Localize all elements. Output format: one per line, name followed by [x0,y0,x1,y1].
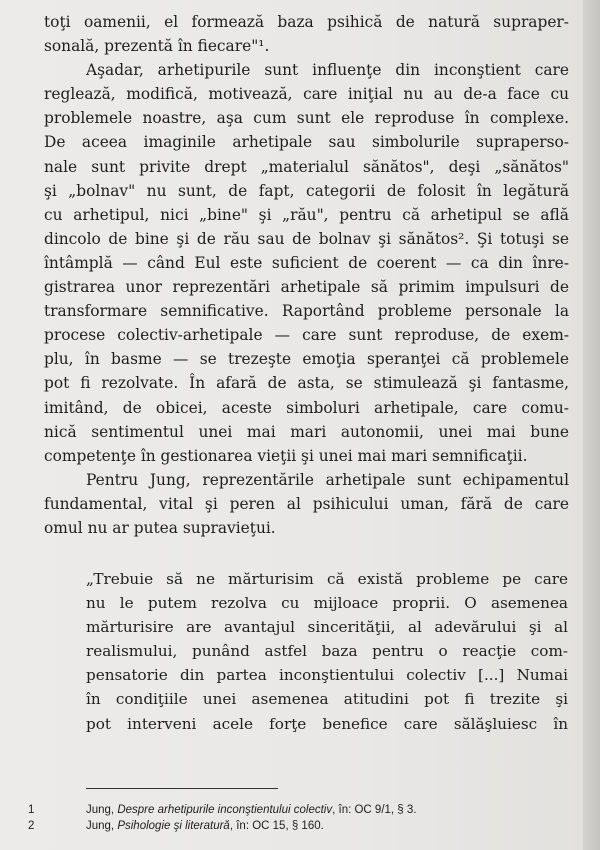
footnote-text [86,818,324,834]
main-text [44,10,569,540]
text-line: cu arhetipul, nici „bine" şi „rău", pentru că arhetipul se află [44,205,569,224]
footnote-number: 1 [28,804,35,816]
text-line: fundamental, vital şi peren al psihicului uman, fără de care [44,494,569,513]
text-line: întâmplă — când Eul este suficient de coerent — ca din înre- [44,253,569,272]
text-line: omul nu ar putea supravieţui. [44,518,276,537]
footnote-reference: , în: OC 15, § 160. [229,820,324,832]
text-line: toţi oamenii, el formează baza psihică de natură supraper- [44,13,569,31]
quote-line: „Trebuie să ne mărturisim că există probleme pe care [86,570,568,588]
text-line: şi „bolnav" nu sunt, de fapt, categorii de folosit în legătură [44,181,569,200]
text-line: procese colectiv-arhetipale — care sunt reproduse, de exem- [44,326,569,345]
quote-line: nu le putem rezolva cu mijloace proprii. O asemenea [86,594,568,613]
text-line: imitând, de obicei, aceste simboluri arhetipale, care comu- [44,398,569,417]
quote-line: pensatorie din partea inconştientului colectiv [...] Numai [86,666,568,685]
text-line: Aşadar, arhetipurile sunt influenţe din inconştient care [86,61,569,80]
page-edge-shadow [583,0,600,850]
footnote-title: Despre arhetipurile inconştientului colectiv [117,804,333,816]
text-line: transformare semnificative. Raportând probleme personale la [44,302,569,321]
footnote-divider [86,788,278,789]
quote-line: în condiţiile unei asemenea atitudini pot fi trezite şi [86,690,568,709]
text-line: nale sunt privite drept „materialul sănătos", deşi „sănătos" [44,157,569,176]
footnote-text [86,802,416,818]
text-line: plu, în basme — se trezeşte emoţia speranţei că problemele [44,350,569,369]
text-line: dincolo de bine şi de rău sau de bolnav şi sănătos². Şi totuşi se [44,229,569,248]
text-line: reglează, modifică, motivează, care iniţial nu au de-a face cu [44,85,569,104]
quote-line: pot interveni acele forţe benefice care sălăşluiesc în [86,714,568,733]
quote-line: realismului, punând astfel baza pentru o reacţie com- [86,642,568,661]
quote-line: mărturisire are avantajul sincerităţii, al adevărului şi al [86,618,568,637]
text-line: De aceea imaginile arhetipale sau simbolurile supraperso- [44,133,569,152]
text-line: nică sentimentul unei mai mari autonomii, unei mai bune [44,422,569,441]
footnote-author: Jung, [86,820,118,832]
text-line: sonală, prezentă în fiecare"¹. [44,37,270,56]
footnote-number: 2 [28,820,35,832]
footnote-title: Psihologie şi literatură [117,820,230,832]
footnote-1 [28,802,568,818]
footnotes [28,802,568,834]
text-line: gistrarea unor reprezentări arhetipale să primim impulsuri de [44,278,569,297]
block-quote [86,567,568,736]
text-line: competenţe în gestionarea vieţii şi unei mai mari semnificaţii. [44,446,528,465]
footnote-2 [28,818,568,834]
text-line: Pentru Jung, reprezentările arhetipale sunt echipamentul [86,470,569,489]
footnote-reference: , în: OC 9/1, § 3. [332,804,417,816]
footnote-author: Jung, [86,804,118,816]
text-line: problemele noastre, aşa cum sunt ele reproduse în complexe. [44,109,569,128]
text-line: pot fi rezolvate. În afară de asta, se stimulează şi fantasme, [44,374,569,393]
